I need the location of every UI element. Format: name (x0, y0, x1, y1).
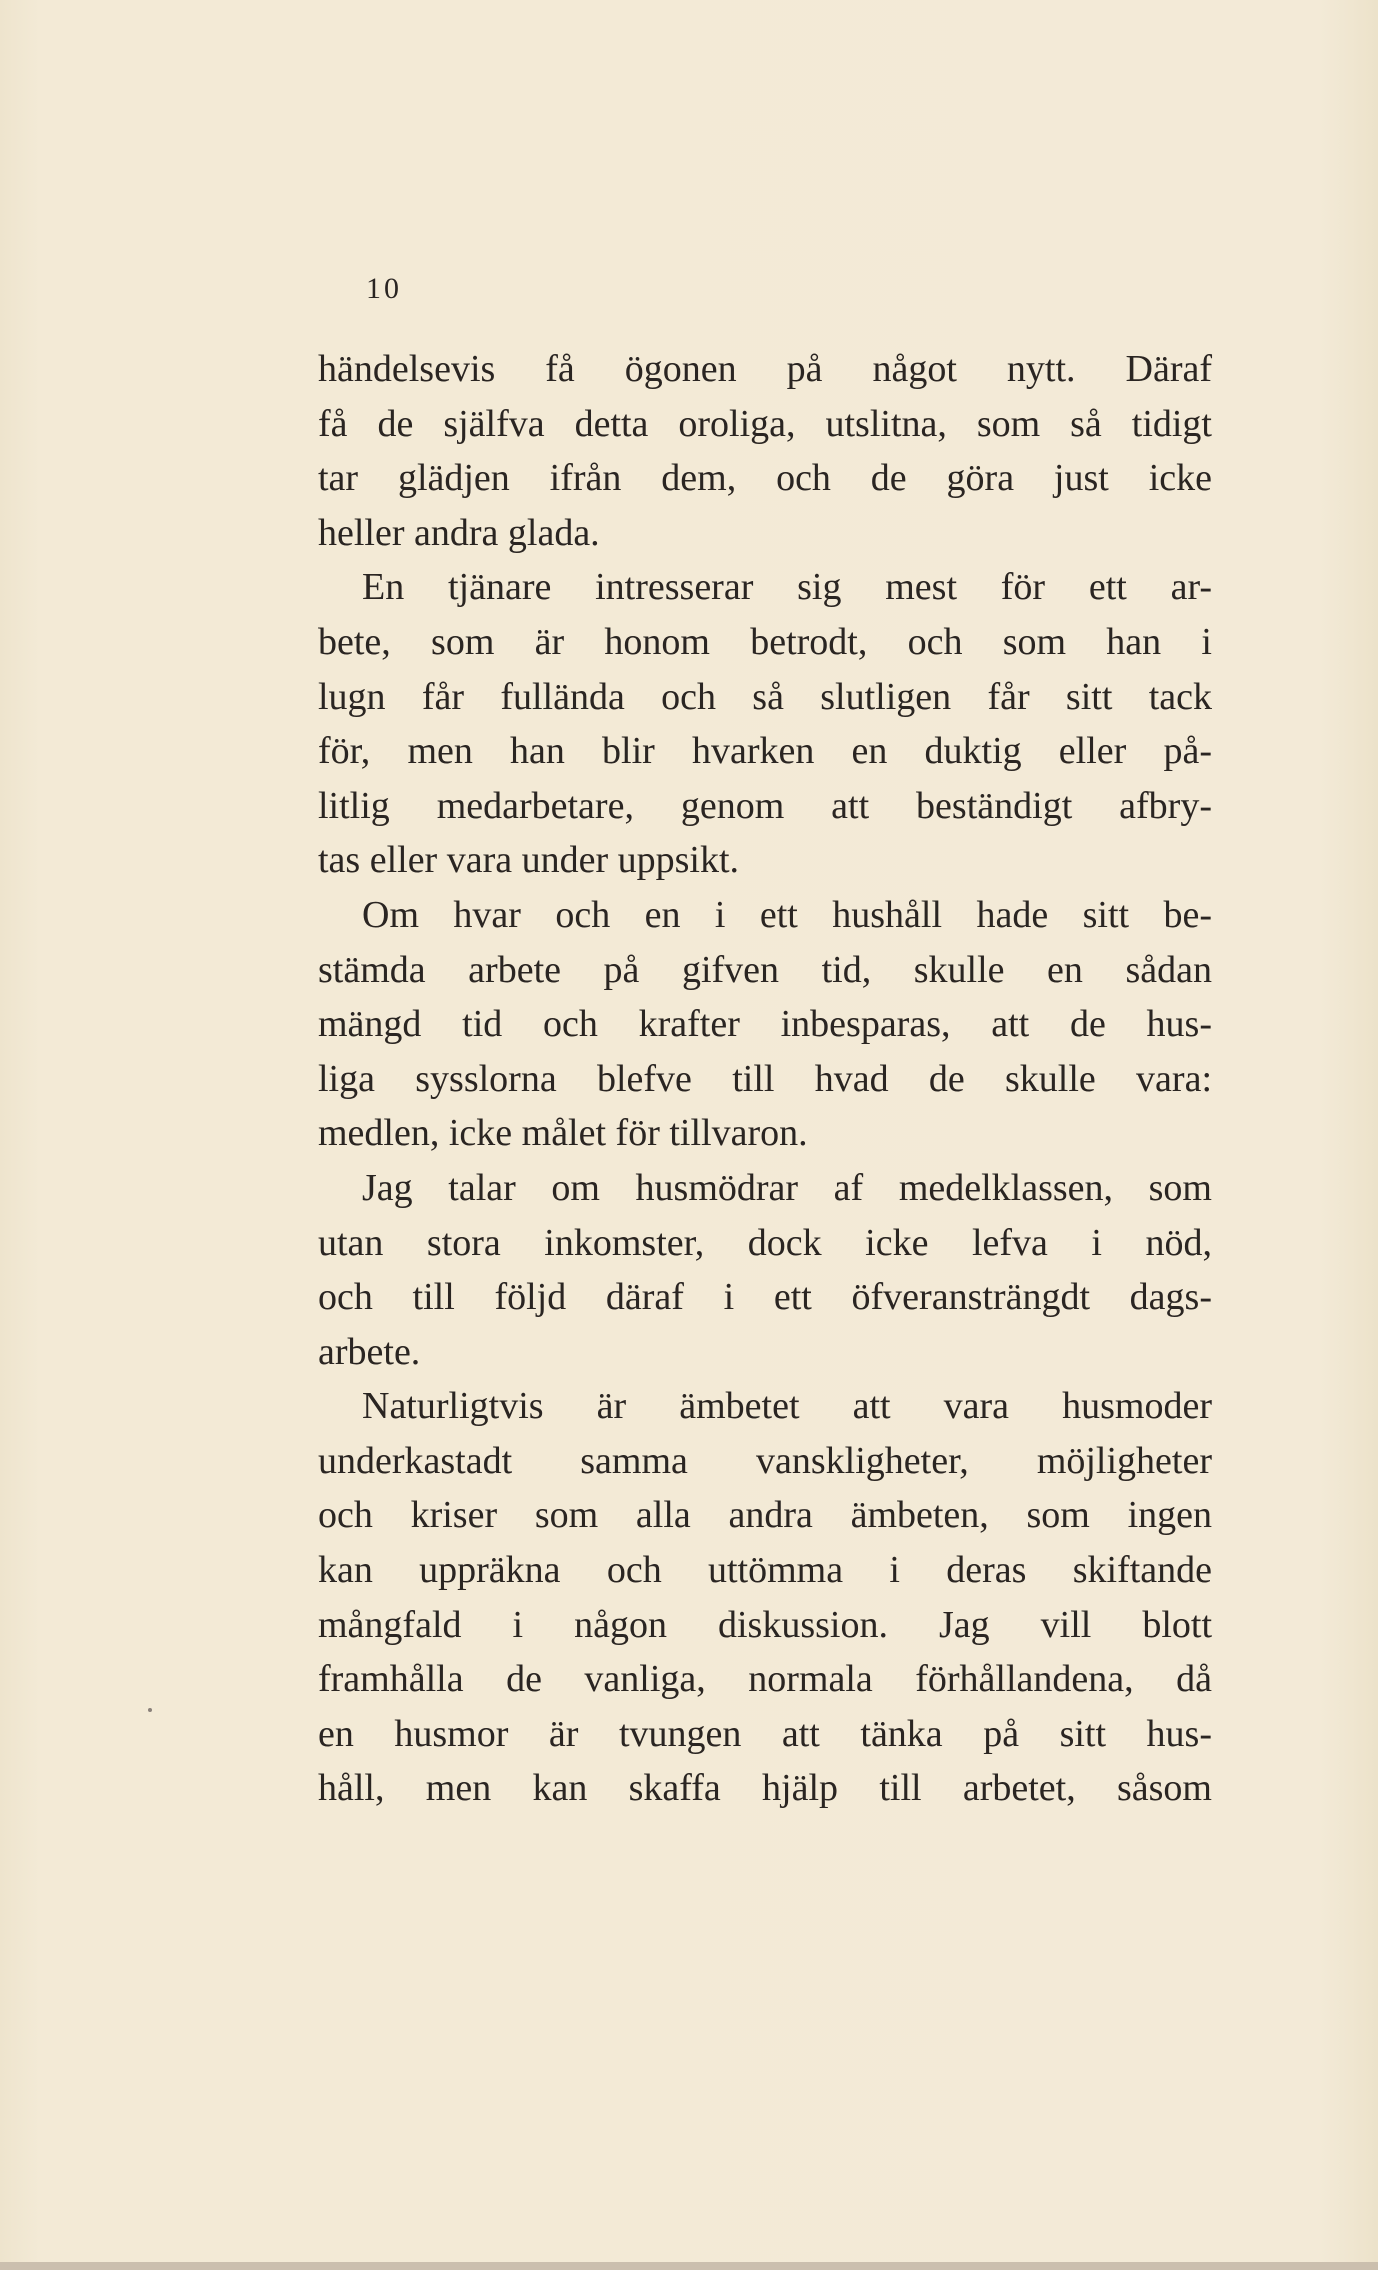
text-line: bete, som är honom betrodt, och som han i (318, 620, 1212, 663)
text-line: stämda arbete på gifven tid, skulle en sådan (318, 948, 1212, 991)
text-line: få de själfva detta oroliga, utslitna, som så tidigt (318, 402, 1212, 445)
text-line: en husmor är tvungen att tänka på sitt hus- (318, 1712, 1212, 1755)
text-line: framhålla de vanliga, normala förhållandena, då (318, 1658, 1212, 1701)
page-bottom-edge (0, 2262, 1378, 2270)
text-line: liga sysslorna blefve till hvad de skulle vara: (318, 1057, 1212, 1100)
body-text (318, 342, 1212, 1816)
text-line: arbete. (318, 1330, 421, 1373)
text-line: utan stora inkomster, dock icke lefva i nöd, (318, 1221, 1212, 1264)
text-line: Om hvar och en i ett hushåll hade sitt be- (362, 893, 1212, 936)
text-line: mängd tid och krafter inbesparas, att de hus- (318, 1003, 1212, 1046)
text-line: medlen, icke målet för tillvaron. (318, 1112, 808, 1155)
text-line: lugn får fullända och så slutligen får sitt tack (318, 675, 1212, 718)
margin-speck (148, 1708, 152, 1712)
page-number: 10 (366, 272, 402, 305)
text-line: händelsevis få ögonen på något nytt. Däraf (318, 348, 1212, 390)
text-line: En tjänare intresserar sig mest för ett ar- (362, 566, 1212, 609)
text-line: underkastadt samma vanskligheter, möjligheter (318, 1439, 1212, 1482)
text-line: för, men han blir hvarken en duktig eller på- (318, 730, 1212, 773)
text-line: kan uppräkna och uttömma i deras skiftande (318, 1549, 1212, 1592)
text-line: Jag talar om husmödrar af medelklassen, som (362, 1166, 1212, 1209)
text-line: håll, men kan skaffa hjälp till arbetet, såsom (318, 1767, 1212, 1810)
text-line: mångfald i någon diskussion. Jag vill blott (318, 1603, 1212, 1646)
text-line: och kriser som alla andra ämbeten, som ingen (318, 1494, 1212, 1537)
text-line: litlig medarbetare, genom att beständigt afbry- (318, 784, 1212, 827)
text-line: heller andra glada. (318, 511, 600, 554)
text-line: och till följd däraf i ett öfveransträngdt dags- (318, 1276, 1212, 1319)
text-line: tar glädjen ifrån dem, och de göra just icke (318, 457, 1212, 500)
text-line: tas eller vara under uppsikt. (318, 839, 740, 882)
text-line: Naturligtvis är ämbetet att vara husmoder (362, 1385, 1212, 1428)
